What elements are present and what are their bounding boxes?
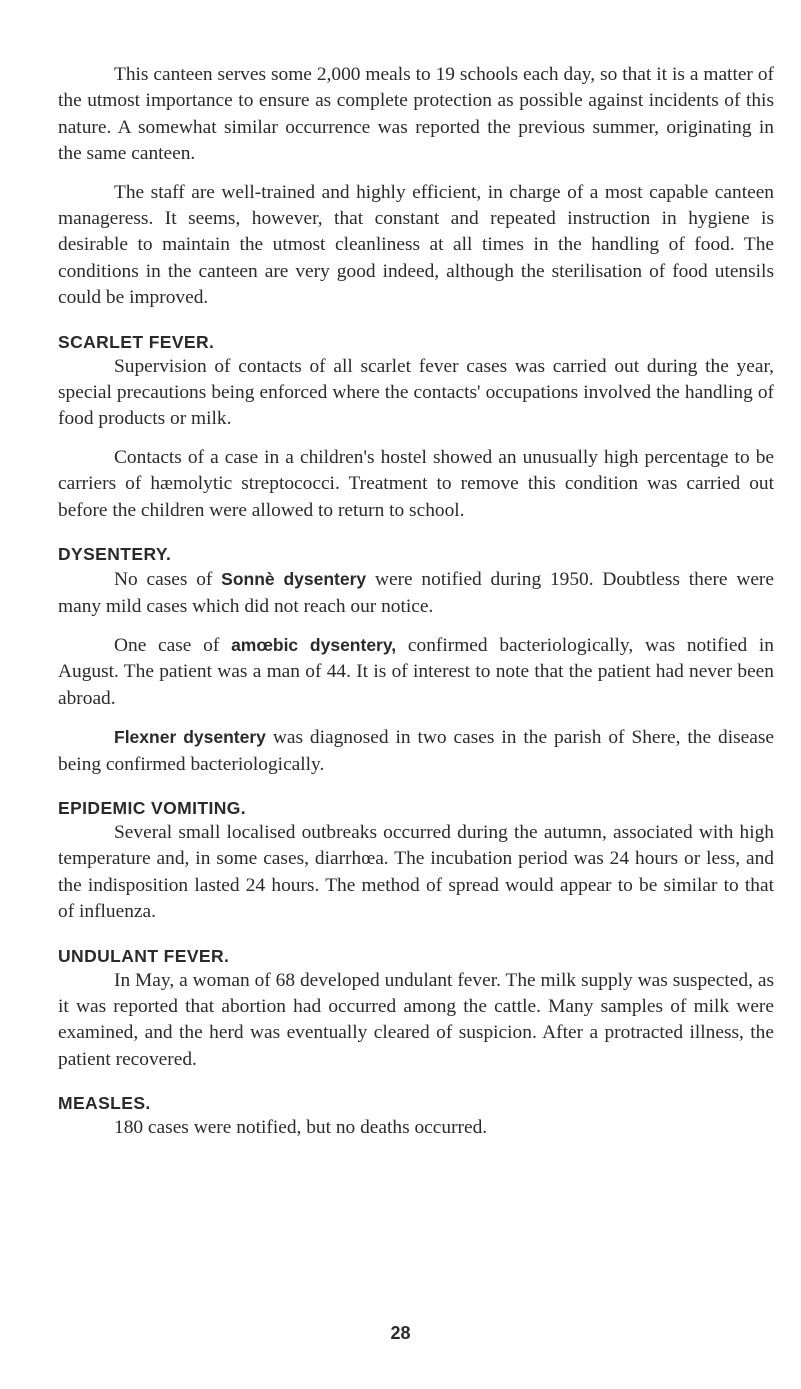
dysentery-paragraph-1 — [58, 566, 774, 620]
epidemic-vomiting-paragraph: Several small localised outbreaks occurred during the autumn, associated with high temperature and, in some cases, diarrhœa. The incubation period was 24 hours or less, and the indisposition lasted 24 hours. The method of spread would appear to be similar to that of influenza. — [58, 821, 774, 923]
undulant-fever-paragraph: In May, a woman of 68 developed undulant fever. The milk supply was suspected, as it was reported that abortion had occurred among the cattle. Many samples of milk were examined, and the herd was eventually cleared of suspicion. After a protracted illness, the patient recovered. — [58, 969, 774, 1070]
dysentery-paragraph-3 — [58, 724, 774, 778]
canteen-paragraph-1: This canteen serves some 2,000 meals to 19 schools each day, so that it is a matter of the utmost importance to ensure as complete protection as possible against incidents of this nature. A somewhat similar occurrence was reported the previous summer, originating in the same canteen. — [58, 64, 774, 165]
measles-paragraph: 180 cases were notified, but no deaths occurred. — [114, 1117, 488, 1139]
dysentery-heading: DYSENTERY. — [58, 544, 172, 565]
amoebic-dysentery-term: amœbic dysentery, — [231, 634, 397, 655]
dysentery-paragraph-2 — [58, 632, 774, 712]
dysentery-p2-pre: One case of — [114, 634, 232, 656]
scarlet-fever-paragraph-1: Supervision of contacts of all scarlet fever cases was carried out during the year, special precautions being enforced where the contacts' occupations involved the handling of food products or milk. — [58, 355, 774, 430]
dysentery-p3-post: was diagnosed in two cases in the parish of Shere, the disease being confirmed bacteriologically. — [58, 727, 774, 775]
scarlet-fever-paragraph-2: Contacts of a case in a children's hostel showed an unusually high percentage to be carriers of hæmolytic streptococci. Treatment to remove this condition was carried out before the children were allowed to return to school. — [58, 446, 774, 521]
scarlet-fever-heading: SCARLET FEVER. — [58, 331, 215, 352]
undulant-fever-heading: UNDULANT FEVER. — [58, 945, 230, 966]
page-number: 28 — [390, 1323, 411, 1343]
measles-heading: MEASLES. — [58, 1093, 151, 1114]
dysentery-p2-post: confirmed bacteriologically, was notified in August. The patient was a man of 44. It is of interest to note that the patient had never been abroad. — [58, 634, 775, 709]
sonne-dysentery-term: Sonnè dysentery — [221, 569, 367, 590]
dysentery-p1-pre: No cases of — [114, 569, 222, 591]
epidemic-vomiting-heading: EPIDEMIC VOMITING. — [58, 797, 247, 818]
document-page — [58, 62, 774, 1142]
dysentery-p1-post: were notified during 1950. Doubtless there were many mild cases which did not reach our notice. — [58, 569, 774, 617]
canteen-paragraph-2: The staff are well-trained and highly efficient, in charge of a most capable canteen manageress. It seems, however, that constant and repeated instruction in hygiene is desirable to maintain the utmost cleanliness at all times in the handling of food. The conditions in the canteen are very good indeed, although the sterilisation of food utensils could be improved. — [58, 181, 774, 309]
flexner-dysentery-term: Flexner dysentery — [114, 727, 266, 748]
